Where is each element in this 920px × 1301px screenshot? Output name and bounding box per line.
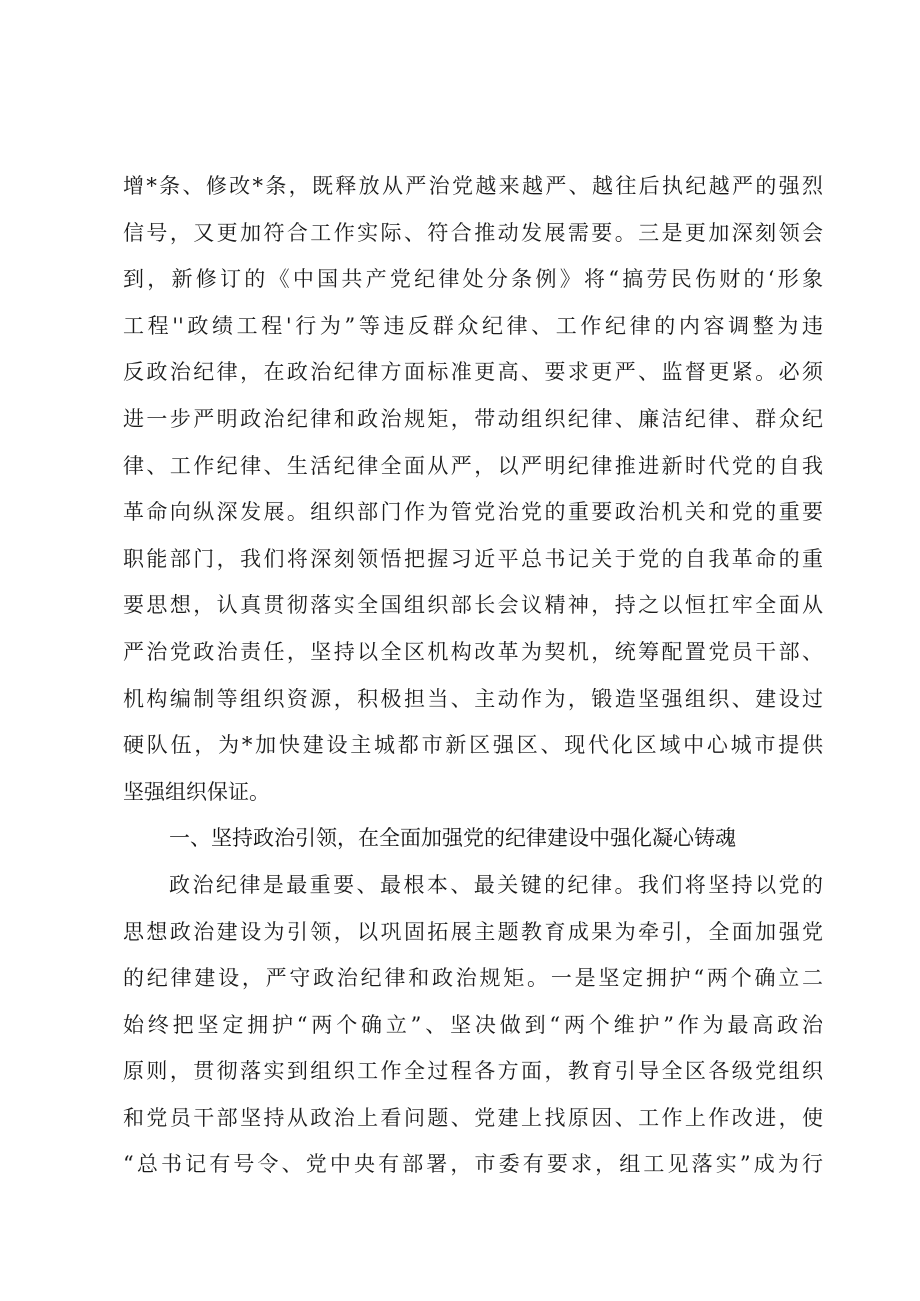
paragraph-2-line: 始终把坚定拥护“两个确立”、坚决做到“两个维护”作为最高政治 — [123, 1012, 823, 1037]
paragraph-1 — [123, 163, 823, 815]
paragraph-1-line: 革命向纵深发展。组织部门作为管党治党的重要政治机关和党的重要 — [123, 500, 823, 525]
paragraph-2 — [123, 862, 823, 1188]
paragraph-1-line: 信号，又更加符合工作实际、符合推动发展需要。三是更加深刻领会 — [123, 220, 823, 245]
paragraph-1-line: 增*条、修改*条，既释放从严治党越来越严、越往后执纪越严的强烈 — [123, 174, 823, 198]
document-body — [123, 163, 823, 1188]
paragraph-2-line: 思想政治建设为引领，以巩固拓展主题教育成果为牵引，全面加强党 — [123, 919, 823, 944]
paragraph-2-line: 政治纪律是最重要、最根本、最关键的纪律。我们将坚持以党的 — [169, 872, 823, 897]
section-heading: 一、坚持政治引领，在全面加强党的纪律建设中强化凝心铸魂 — [169, 826, 736, 851]
paragraph-1-line: 职能部门，我们将深刻领悟把握习近平总书记关于党的自我革命的重 — [123, 546, 823, 571]
paragraph-1-line: 律、工作纪律、生活纪律全面从严，以严明纪律推进新时代党的自我 — [123, 453, 823, 478]
paragraph-1-line: 硬队伍，为*加快建设主城都市新区强区、现代化区域中心城市提供 — [123, 733, 823, 758]
paragraph-1-line: 机构编制等组织资源，积极担当、主动作为，锻造坚强组织、建设过 — [123, 686, 823, 711]
paragraph-2-line: “总书记有号令、党中央有部署，市委有要求，组工见落实”成为行 — [123, 1152, 823, 1177]
paragraph-1-line: 反政治纪律，在政治纪律方面标准更高、要求更严、监督更紧。必须 — [123, 360, 823, 385]
paragraph-2-line: 和党员干部坚持从政治上看问题、党建上找原因、工作上作改进，使 — [123, 1105, 823, 1130]
paragraph-2-line: 原则，贯彻落实到组织工作全过程各方面，教育引导全区各级党组织 — [123, 1059, 823, 1084]
paragraph-2-line: 的纪律建设，严守政治纪律和政治规矩。一是坚定拥护“两个确立二 — [123, 966, 823, 991]
paragraph-1-line: 要思想，认真贯彻落实全国组织部长会议精神，持之以恒扛牢全面从 — [123, 593, 823, 618]
paragraph-1-line: 进一步严明政治纪律和政治规矩，带动组织纪律、廉洁纪律、群众纪 — [123, 406, 823, 431]
paragraph-1-line: 坚强组织保证。 — [123, 779, 270, 804]
paragraph-1-line: 到，新修订的《中国共产党纪律处分条例》将“搞劳民伤财的‘形象 — [123, 267, 823, 292]
paragraph-1-line: 工程''政绩工程'行为”等违反群众纪律、工作纪律的内容调整为违 — [123, 313, 823, 338]
paragraph-1-line: 严治党政治责任，坚持以全区机构改革为契机，统筹配置党员干部、 — [123, 639, 823, 664]
